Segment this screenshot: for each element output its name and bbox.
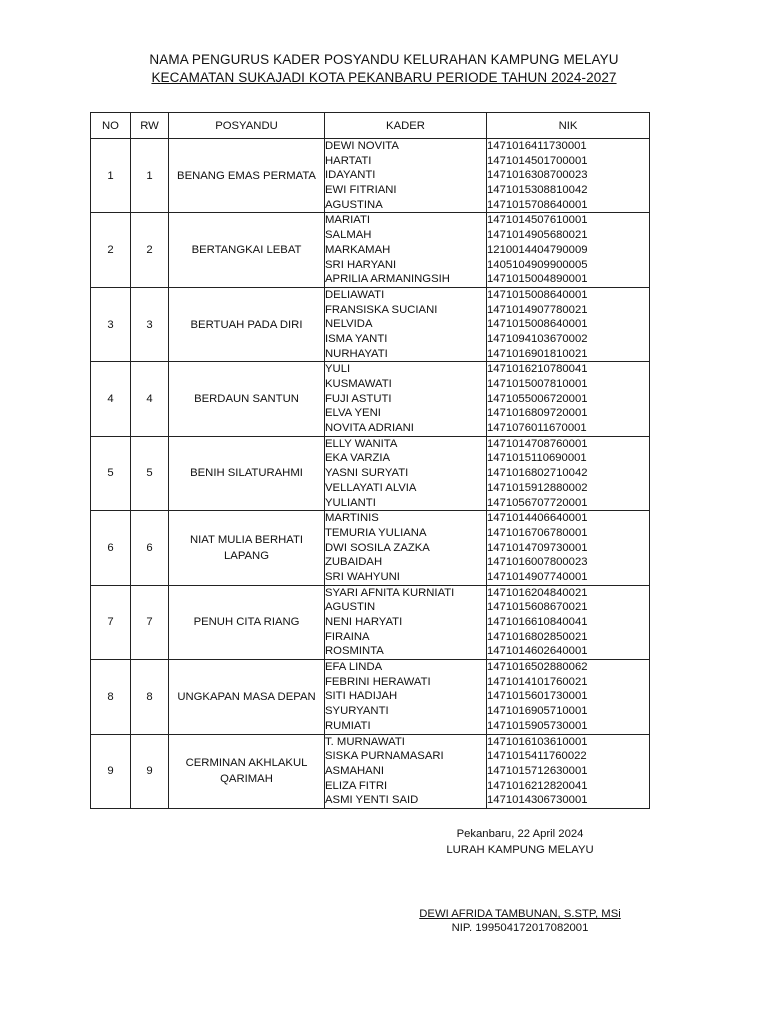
kader-name: MARIATI	[325, 214, 370, 227]
kader-name: SISKA PURNAMASARI	[325, 750, 444, 763]
nik-number: 1471015007810001	[487, 378, 588, 390]
kader-name: DWI SOSILA ZAZKA	[325, 541, 430, 554]
cell-nik-list	[487, 585, 650, 659]
cell-posyandu: BERTUAH PADA DIRI	[169, 287, 325, 361]
cell-posyandu: NIAT MULIA BERHATI LAPANG	[169, 511, 325, 585]
kader-name: ASMI YENTI SAID	[325, 794, 419, 807]
cell-rw: 8	[131, 660, 169, 734]
nik-number: 1471014907780021	[487, 303, 588, 316]
kader-name: ELIZA FITRI	[325, 779, 388, 792]
cell-kader-list	[325, 139, 487, 213]
kader-name: ROSMINTA	[325, 645, 384, 658]
footer-position: LURAH KAMPUNG MELAYU	[446, 844, 594, 856]
cell-rw: 7	[131, 585, 169, 659]
kader-name: ISMA YANTI	[325, 332, 388, 345]
cell-kader-list	[325, 660, 487, 734]
table-row	[91, 139, 650, 213]
kader-name: T. MURNAWATI	[325, 735, 405, 748]
nik-number: 1471014501700001	[487, 154, 588, 167]
kader-name: ELVA YENI	[325, 407, 381, 420]
table-row	[91, 734, 650, 808]
table-header-row	[91, 113, 650, 139]
table-row	[91, 213, 650, 287]
kader-name: SYARI AFNITA KURNIATI	[325, 586, 455, 599]
nik-number: 1471014709730001	[487, 541, 588, 554]
cell-kader-list	[325, 585, 487, 659]
cell-posyandu: BENIH SILATURAHMI	[169, 436, 325, 510]
footer-place-date: Pekanbaru, 22 April 2024	[456, 828, 584, 840]
nik-number: 1471015601730001	[487, 690, 588, 703]
kader-name: RUMIATI	[325, 719, 371, 732]
kader-name: FUJI ASTUTI	[325, 392, 392, 405]
table-row	[91, 585, 650, 659]
cell-nik-list	[487, 213, 650, 287]
cell-kader-list	[325, 287, 487, 361]
cell-nik-list	[487, 511, 650, 585]
table-row	[91, 287, 650, 361]
kader-name: IDAYANTI	[325, 169, 376, 182]
nik-number: 1471015110690001	[487, 452, 587, 465]
nik-number: 1471055006720001	[487, 392, 588, 405]
nik-number: 1471016802710042	[487, 467, 588, 480]
cell-rw: 5	[131, 436, 169, 510]
nik-number: 1471014602640001	[487, 645, 588, 658]
kader-name: EFA LINDA	[325, 661, 383, 674]
kader-name: HARTATI	[325, 154, 372, 167]
table-row	[91, 362, 650, 436]
nik-number: 1471016802850021	[487, 630, 588, 643]
kader-name: SRI WAHYUNI	[325, 570, 400, 583]
cell-no: 8	[91, 660, 131, 734]
header-nik: NIK	[487, 113, 650, 139]
nik-number: 1471094103670002	[487, 332, 588, 345]
header-posyandu: POSYANDU	[169, 113, 325, 139]
kader-name: NENI HARYATI	[325, 616, 403, 628]
nik-number: 1471015712630001	[487, 764, 588, 777]
kader-name: EKA VARZIA	[325, 452, 391, 465]
cell-nik-list	[487, 139, 650, 213]
nik-number: 1471016706780001	[487, 526, 588, 539]
cell-no: 4	[91, 362, 131, 436]
table-row	[91, 436, 650, 510]
nik-number: 1471016204840021	[487, 586, 588, 599]
nik-number: 1471016210780041	[487, 363, 588, 376]
nik-number: 1471014406640001	[487, 512, 588, 525]
nik-number: 1471016809720001	[487, 407, 588, 420]
kader-name: YASNI SURYATI	[325, 467, 409, 480]
nik-number: 1471056707720001	[487, 496, 588, 509]
cell-nik-list	[487, 362, 650, 436]
kader-name: ELLY WANITA	[325, 437, 398, 450]
cell-posyandu: BERTANGKAI LEBAT	[169, 213, 325, 287]
cell-kader-list	[325, 511, 487, 585]
cell-rw: 1	[131, 139, 169, 213]
nik-number: 1471016610840041	[487, 616, 588, 628]
nik-number: 1471015411760022	[487, 750, 587, 763]
cell-rw: 4	[131, 362, 169, 436]
cell-kader-list	[325, 436, 487, 510]
cell-no: 9	[91, 734, 131, 808]
kader-table	[90, 112, 650, 809]
nik-number: 1471016901810021	[487, 347, 588, 360]
cell-no: 3	[91, 287, 131, 361]
nik-number: 1471014306730001	[487, 794, 588, 807]
kader-name: AGUSTINA	[325, 198, 383, 211]
cell-no: 5	[91, 436, 131, 510]
cell-kader-list	[325, 734, 487, 808]
cell-no: 2	[91, 213, 131, 287]
nik-number: 1471015905730001	[487, 719, 588, 732]
kader-name: SRI HARYANI	[325, 258, 397, 271]
nik-number: 1471016411730001	[487, 140, 587, 152]
kader-name: VELLAYATI ALVIA	[325, 481, 417, 494]
nik-number: 1210014404790009	[487, 243, 588, 256]
kader-name: ZUBAIDAH	[325, 556, 383, 569]
cell-rw: 3	[131, 287, 169, 361]
kader-name: KUSMAWATI	[325, 378, 392, 390]
header-no: NO	[91, 113, 131, 139]
nik-number: 1471016007800023	[487, 556, 588, 569]
nik-number: 1471016212820041	[487, 779, 588, 792]
kader-name: FRANSISKA SUCIANI	[325, 303, 438, 316]
kader-name: NURHAYATI	[325, 347, 388, 360]
kader-name: DEWI NOVITA	[325, 140, 399, 152]
nik-number: 1471015004890001	[487, 273, 588, 286]
nik-number: 1471015308810042	[487, 184, 588, 197]
cell-posyandu: BERDAUN SANTUN	[169, 362, 325, 436]
nik-number: 1471016103610001	[487, 735, 588, 748]
nik-number: 1471076011670001	[487, 422, 587, 435]
cell-posyandu: PENUH CITA RIANG	[169, 585, 325, 659]
kader-name: YULIANTI	[325, 496, 376, 509]
kader-name: FIRAINA	[325, 630, 370, 643]
nik-number: 1471016308700023	[487, 169, 588, 182]
header-kader: KADER	[325, 113, 487, 139]
cell-posyandu: UNGKAPAN MASA DEPAN	[169, 660, 325, 734]
kader-name: ASMAHANI	[325, 764, 385, 777]
table-row	[91, 511, 650, 585]
nik-number: 1471016502880062	[487, 661, 588, 674]
document-title-line1: NAMA PENGURUS KADER POSYANDU KELURAHAN KAMPUNG MELAYU	[149, 52, 619, 67]
kader-name: SITI HADIJAH	[325, 690, 398, 703]
nik-number: 1471015608670021	[487, 601, 588, 614]
cell-kader-list	[325, 213, 487, 287]
document-title-line2: KECAMATAN SUKAJADI KOTA PEKANBARU PERIODE TAHUN 2024-2027	[151, 70, 617, 85]
cell-posyandu: BENANG EMAS PERMATA	[169, 139, 325, 213]
cell-rw: 9	[131, 734, 169, 808]
cell-no: 1	[91, 139, 131, 213]
kader-name: TEMURIA YULIANA	[325, 526, 427, 539]
cell-nik-list	[487, 436, 650, 510]
cell-nik-list	[487, 734, 650, 808]
nik-number: 1405104909900005	[487, 258, 588, 271]
nik-number: 1471014907740001	[487, 570, 588, 583]
nik-number: 1471014708760001	[487, 437, 588, 450]
kader-name: AGUSTIN	[325, 601, 376, 614]
cell-posyandu: CERMINAN AKHLAKUL QARIMAH	[169, 734, 325, 808]
kader-name: YULI	[325, 363, 351, 376]
signatory-nip: NIP. 199504172017082001	[451, 922, 589, 934]
kader-name: DELIAWATI	[325, 288, 385, 301]
kader-name: NELVIDA	[325, 318, 373, 331]
nik-number: 1471015008640001	[487, 318, 588, 331]
cell-no: 7	[91, 585, 131, 659]
nik-number: 1471015912880002	[487, 481, 588, 494]
nik-number: 1471014905680021	[487, 229, 588, 242]
cell-nik-list	[487, 660, 650, 734]
nik-number: 1471015708640001	[487, 198, 588, 211]
cell-no: 6	[91, 511, 131, 585]
cell-nik-list	[487, 287, 650, 361]
nik-number: 1471016905710001	[487, 705, 588, 718]
kader-name: NOVITA ADRIANI	[325, 422, 414, 435]
signatory-name: DEWI AFRIDA TAMBUNAN, S.STP, MSi	[419, 908, 621, 920]
kader-name: EWI FITRIANI	[325, 184, 397, 197]
nik-number: 1471015008640001	[487, 288, 588, 301]
nik-number: 1471014101760021	[487, 675, 588, 688]
cell-kader-list	[325, 362, 487, 436]
kader-name: FEBRINI HERAWATI	[325, 675, 431, 688]
kader-name: MARKAMAH	[325, 243, 391, 256]
cell-rw: 6	[131, 511, 169, 585]
header-rw: RW	[131, 113, 169, 139]
kader-name: SYURYANTI	[325, 705, 389, 718]
kader-name: MARTINIS	[325, 512, 379, 525]
kader-name: APRILIA ARMANINGSIH	[325, 273, 450, 286]
kader-name: SALMAH	[325, 229, 372, 242]
nik-number: 1471014507610001	[487, 214, 588, 227]
cell-rw: 2	[131, 213, 169, 287]
table-row	[91, 660, 650, 734]
